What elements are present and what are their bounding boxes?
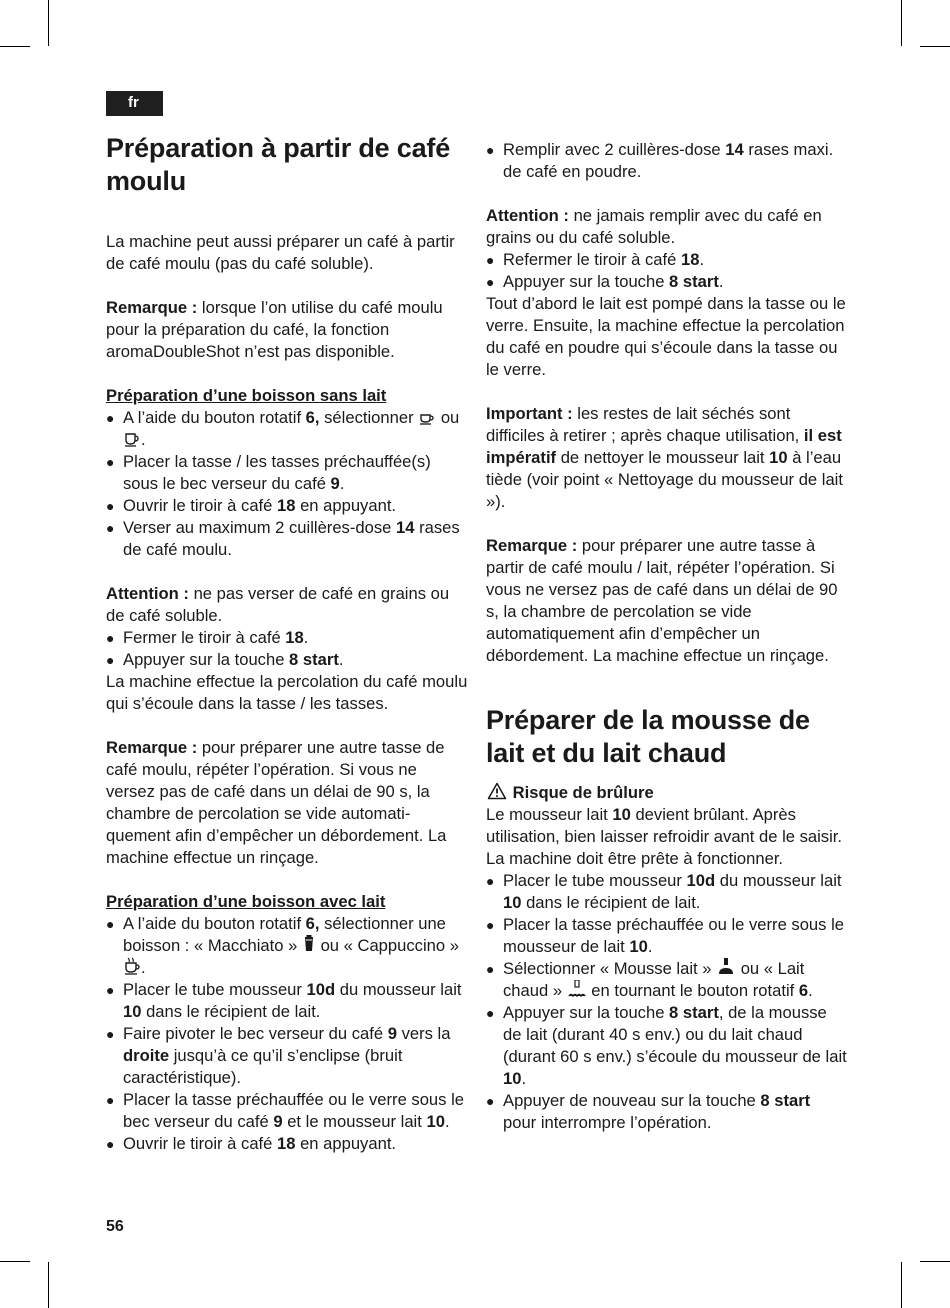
flow-text: Tout d’abord le lait est pompé dans la tasse ou le verre. Ensuite, la machine effectue la percolation du café en poudre qui s’écoule dans la tasse ou le verre.: [486, 294, 846, 379]
list-item: ● Appuyer de nouveau sur la touche 8 start pour interrompre l’opération.: [486, 1090, 848, 1134]
steps-list: [106, 407, 468, 561]
steps-list: [106, 913, 468, 1155]
crop-mark: [0, 1261, 30, 1262]
burn-warning-text: Le mousseur lait 10 devient brûlant. Après utilisation, bien laisser refroidir avant de le saisir.: [486, 805, 843, 846]
list-item: ● Refermer le tiroir à café 18.: [486, 249, 848, 271]
steps-list: [486, 249, 848, 293]
steps-list: [106, 627, 468, 671]
intro-text: La machine peut aussi préparer un café à partir de café moulu (pas du café soluble).: [106, 232, 455, 273]
burn-warning: Risque de brûlure: [486, 782, 848, 804]
list-item: ● A l’aide du bouton rotatif 6, sélectionner ou .: [106, 407, 468, 451]
subheading-without-milk: Préparation d’une boisson sans lait: [106, 386, 387, 405]
ready-text: La machine doit être prête à fonctionner.: [486, 849, 784, 868]
macchiato-glass-icon: [303, 935, 315, 953]
crop-mark: [920, 46, 950, 47]
crop-mark: [920, 1261, 950, 1262]
important-paragraph: Important : les restes de lait séchés sont difficiles à retirer ; après chaque utilisation, il est impératif de nettoyer le mousseur lait 10 à l’eau tiède (voir point « Nettoyage du mousseur de lait »).: [486, 404, 843, 511]
section-title: Préparer de la mousse de lait et du lait chaud: [486, 705, 810, 768]
list-item: ● Appuyer sur la touche 8 start.: [486, 271, 848, 293]
crop-mark: [48, 0, 49, 46]
list-item: ● Ouvrir le tiroir à café 18 en appuyant.: [106, 495, 468, 517]
list-item: ● Appuyer sur la touche 8 start.: [106, 649, 468, 671]
list-item: ● Placer la tasse préchauffée ou le verre sous le mousseur de lait 10.: [486, 914, 848, 958]
subheading-with-milk: Préparation d’une boisson avec lait: [106, 892, 386, 911]
note-paragraph: Remarque : pour préparer une autre tasse de café moulu, répéter l’opération. Si vous ne versez pas de café dans un délai de 90 s, la chambre de percolation se vide automatiquement afin d’empêcher un débordement. La machine effectue un rinçage.: [106, 738, 447, 867]
attention-paragraph: Attention : ne jamais remplir avec du café en grains ou du café soluble.: [486, 206, 822, 247]
left-column: [106, 132, 468, 1155]
large-cup-icon: [124, 432, 140, 447]
page-number: 56: [106, 1218, 124, 1235]
section-title: Préparation à partir de café moulu: [106, 133, 451, 196]
list-item: ● Placer la tasse / les tasses préchauffée(s) sous le bec verseur du café 9.: [106, 451, 468, 495]
list-item: ● Appuyer sur la touche 8 start, de la mousse de lait (durant 40 s env.) ou du lait chaud (durant 60 s env.) s’écoule du mousseur de lait 10.: [486, 1002, 848, 1090]
list-item: ● Sélectionner « Mousse lait » ou « Lait chaud » en tournant le bouton rotatif 6.: [486, 958, 848, 1002]
list-item: ● Placer le tube mousseur 10d du mousseur lait 10 dans le récipient de lait.: [486, 870, 848, 914]
list-item: ● Fermer le tiroir à café 18.: [106, 627, 468, 649]
crop-mark: [901, 0, 902, 46]
list-item: ● Remplir avec 2 cuillères-dose 14 rases maxi. de café en poudre.: [486, 139, 848, 183]
note-paragraph: Remarque : lorsque l’on utilise du café moulu pour la préparation du café, la fonction aromaDoubleShot n’est pas disponible.: [106, 298, 443, 361]
crop-mark: [901, 1262, 902, 1308]
hot-milk-icon: [568, 980, 586, 998]
milk-foam-icon: [717, 958, 735, 976]
list-item: ● A l’aide du bouton rotatif 6, sélectionner une boisson : « Macchiato » ou « Cappuccino » .: [106, 913, 468, 979]
list-item: ● Placer le tube mousseur 10d du mousseur lait 10 dans le récipient de lait.: [106, 979, 468, 1023]
crop-mark: [0, 46, 30, 47]
list-item: ● Verser au maximum 2 cuillères-dose 14 rases de café moulu.: [106, 517, 468, 561]
steps-list: [486, 870, 848, 1134]
list-item: ● Placer la tasse préchauffée ou le verre sous le bec verseur du café 9 et le mousseur lait 10.: [106, 1089, 468, 1133]
cappuccino-cup-icon: [124, 957, 140, 975]
attention-paragraph: Attention : ne pas verser de café en grains ou de café soluble.: [106, 584, 450, 625]
language-tab: fr: [106, 91, 163, 116]
warning-triangle-icon: [487, 782, 507, 800]
single-cup-icon: [419, 411, 435, 425]
right-column: [486, 139, 848, 1134]
list-item: ● Faire pivoter le bec verseur du café 9 vers la droite jusqu’à ce qu’il s’enclipse (bruit caractéristique).: [106, 1023, 468, 1089]
note-paragraph: Remarque : pour préparer une autre tasse à partir de café moulu / lait, répéter l’opération. Si vous ne versez pas de café dans un délai de 90 s, la chambre de percolation se vide automatiquement afin d’empêcher un débordement. La machine effectue un rinçage.: [486, 536, 838, 665]
crop-mark: [48, 1262, 49, 1308]
percolation-text: La machine effectue la percolation du café moulu qui s’écoule dans la tasse / les tasses.: [106, 672, 468, 713]
steps-list: [486, 139, 848, 183]
list-item: ● Ouvrir le tiroir à café 18 en appuyant.: [106, 1133, 468, 1155]
